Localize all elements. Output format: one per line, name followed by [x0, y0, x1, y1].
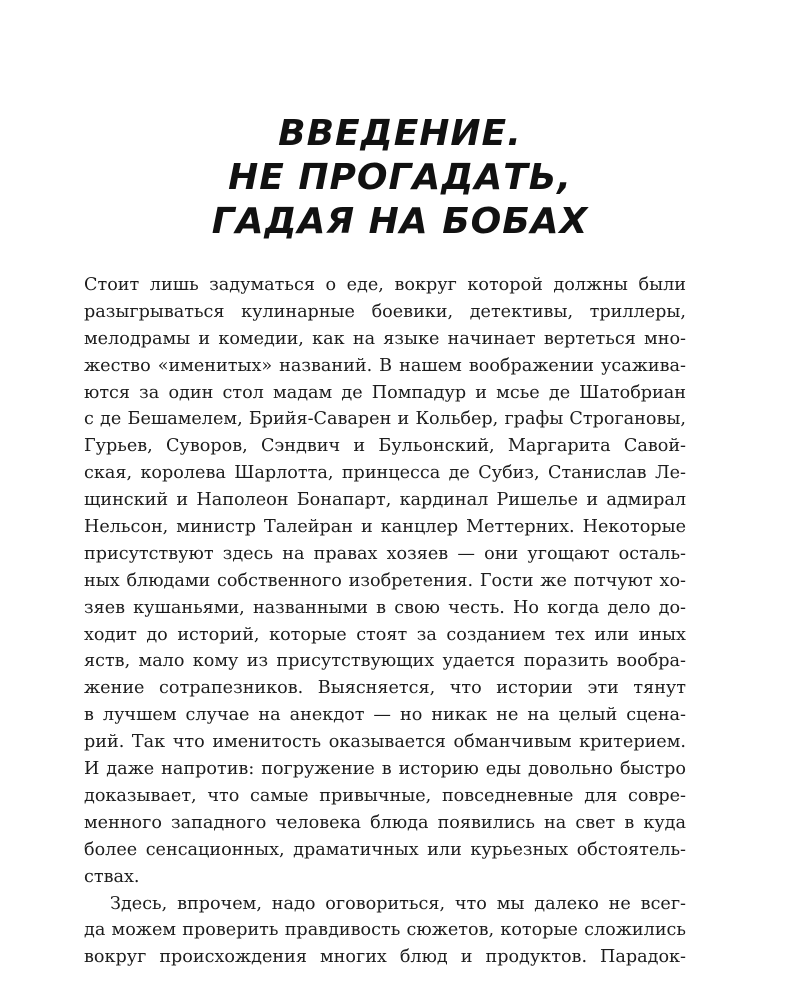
text-line: с де Бешамелем, Брийя-Саварен и Кольбер, графы Строгановы,	[84, 409, 686, 430]
text-line: жество «именитых» названий. В нашем воображении усажива-	[84, 355, 686, 376]
text-line: доказывает, что самые привычные, повседневные для совре-	[84, 785, 686, 806]
text-line: Стоит лишь задуматься о еде, вокруг которой должны были	[84, 275, 686, 295]
text-line: более сенсационных, драматичных или курьезных обстоятель-	[84, 839, 686, 860]
text-line: И даже напротив: погружение в историю еды довольно быстро	[84, 759, 686, 780]
text-line: ская, королева Шарлотта, принцесса де Субиз, Станислав Ле-	[84, 463, 686, 484]
text-line: щинский и Наполеон Бонапарт, кардинал Ришелье и адмирал	[84, 490, 686, 511]
chapter-title-line: ГАДАЯ НА БОБАХ	[211, 201, 589, 242]
text-line: яств, мало кому из присутствующих удается поразить вообра-	[84, 651, 686, 672]
chapter-title-line: ВВЕДЕНИЕ.	[278, 113, 522, 154]
text-line: да можем проверить правдивость сюжетов, которые сложились	[84, 920, 686, 941]
chapter-title-line: НЕ ПРОГАДАТЬ,	[228, 157, 572, 198]
text-line: мелодрамы и комедии, как на языке начинает вертеться мно-	[84, 328, 686, 349]
text-line: Гурьев, Суворов, Сэндвич и Бульонский, Маргарита Савой-	[84, 436, 686, 457]
text-line: разыгрываться кулинарные боевики, детективы, триллеры,	[84, 301, 686, 322]
text-line: в лучшем случае на анекдот — но никак не на целый сцена-	[84, 705, 686, 726]
text-line: ных блюдами собственного изобретения. Гости же потчуют хо-	[84, 570, 686, 591]
text-line-paragraph-end: ствах.	[84, 866, 140, 887]
text-line: рий. Так что именитость оказывается обманчивым критерием.	[84, 732, 686, 753]
body-text	[84, 272, 686, 971]
chapter-title	[0, 112, 800, 244]
text-line: менного западного человека блюда появились на свет в куда	[84, 812, 686, 833]
text-line: ходит до историй, которые стоят за созданием тех или иных	[84, 624, 686, 645]
text-line: присутствуют здесь на правах хозяев — они угощают осталь-	[84, 543, 686, 564]
text-line: зяев кушаньями, названными в свою честь. Но когда дело до-	[84, 597, 686, 618]
text-line: Нельсон, министр Талейран и канцлер Меттерних. Некоторые	[84, 517, 686, 538]
text-line: жение сотрапезников. Выясняется, что истории эти тянут	[84, 678, 686, 699]
text-line-paragraph-start: Здесь, впрочем, надо оговориться, что мы далеко не всег-	[110, 893, 686, 914]
text-line: вокруг происхождения многих блюд и продуктов. Парадок-	[84, 947, 686, 968]
text-line: ются за один стол мадам де Помпадур и мсье де Шатобриан	[84, 382, 686, 403]
